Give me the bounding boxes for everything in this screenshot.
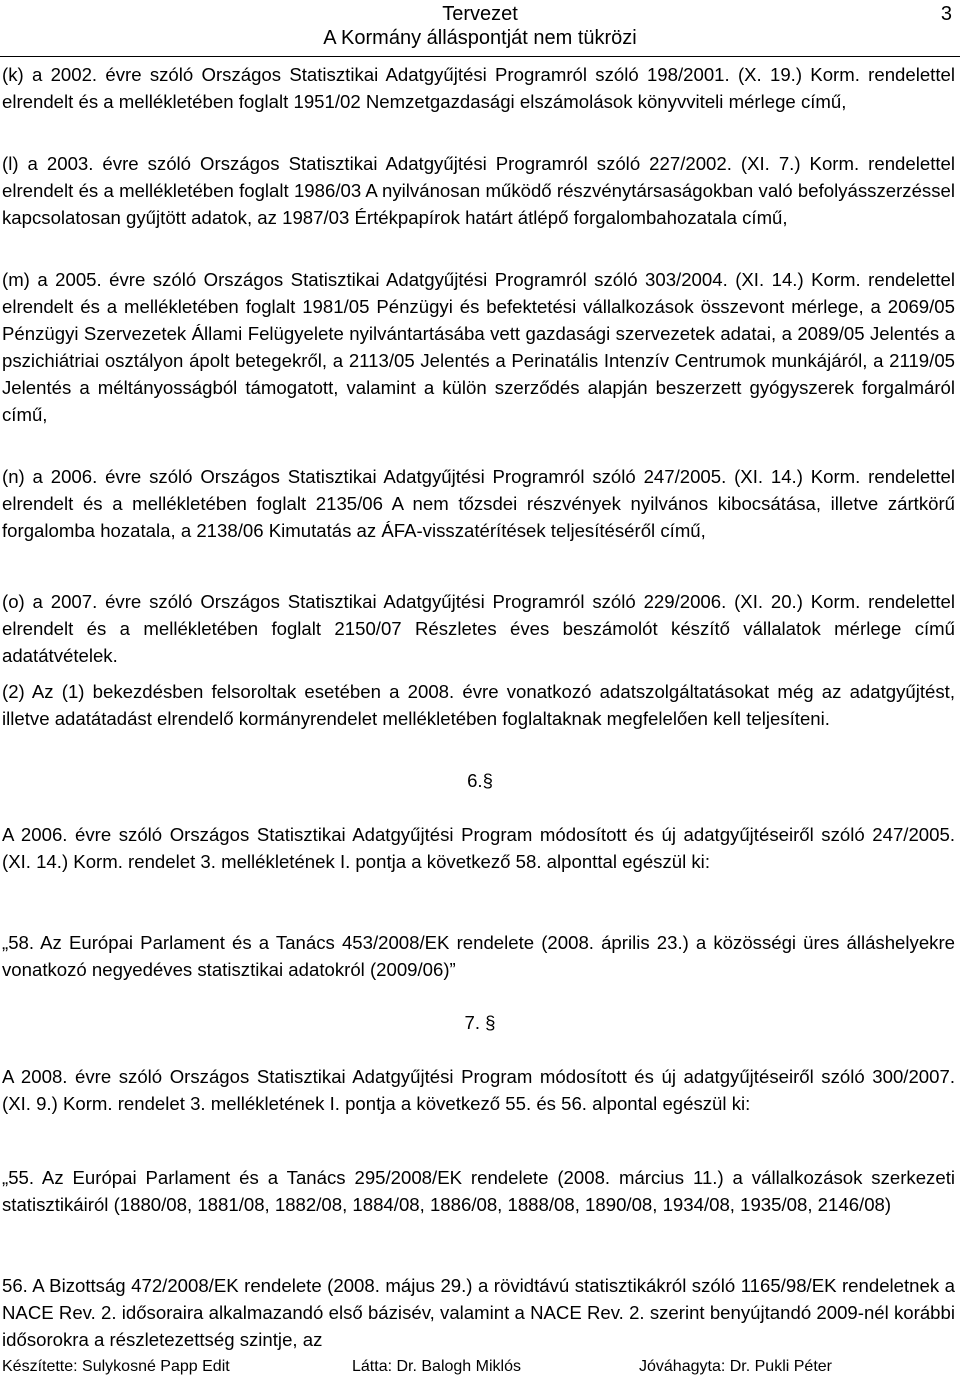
- section-6-intro: A 2006. évre szóló Országos Statisztikai Adatgyűjtési Program módosított és új adatgyűjtéseiről szóló 247/2005. (XI. 14.) Korm. rendelet 3. mellékletének I. pontja a következő 58. alponttal egészül ki:: [2, 824, 955, 872]
- paragraph-2: (2) Az (1) bekezdésben felsoroltak esetében a 2008. évre vonatkozó adatszolgáltatásokat még az adatgyűjtést, illetve adatátadást elrendelő kormányrendelet mellékletében foglaltaknak megfelelően kell teljesíteni.: [2, 681, 955, 729]
- footer-seen-by: Látta: Dr. Balogh Miklós: [352, 1358, 521, 1375]
- header-rule: [0, 56, 960, 57]
- paragraph-o: (o) a 2007. évre szóló Országos Statisztikai Adatgyűjtési Programról szóló 229/2006. (XI. 20.) Korm. rendelettel elrendelt és a mellékletében foglalt 2150/07 Részletes éves beszámolót készítő vállalatok mérlege című adatátvételek.: [2, 591, 955, 666]
- footer-approved-by: Jóváhagyta: Dr. Pukli Péter: [639, 1358, 832, 1375]
- paragraph-m: (m) a 2005. évre szóló Országos Statisztikai Adatgyűjtési Programról szóló 303/2004. (XI. 14.) Korm. rendelettel elrendelt és a mellékletében foglalt 1981/05 Pénzügyi és befektetési vállalkozások összevont mérlege, a 2069/05 Pénzügyi Szervezetek Állami Felügyelete nyilvántartásába vett gazdasági szervezetek adatai, a 2089/05 Jelentés a pszichiátriai osztályon ápolt betegekről, a 2113/05 Jelentés a Perinatális Intenzív Centrumok munkájáról, a 2119/05 Jelentés a méltányosságból támogatott, valamint a külön szerződés alapján beszerzett gyógyszerek forgalmáról című,: [2, 269, 955, 425]
- section-6-heading: 6.§: [467, 770, 493, 791]
- paragraph-l: (l) a 2003. évre szóló Országos Statisztikai Adatgyűjtési Programról szóló 227/2002. (XI. 7.) Korm. rendelettel elrendelt és a mellékletében foglalt 1986/03 A nyilvánosan működő részvénytársaságokban való befolyásszerzéssel kapcsolatosan gyűjtött adatok, az 1987/03 Értékpapírok határt átlépő forgalombahozatala című,: [2, 153, 955, 228]
- section-6-item-58: „58. Az Európai Parlament és a Tanács 453/2008/EK rendelete (2008. április 23.) a közösségi üres álláshelyekre vonatkozó negyedéves statisztikai adatokról (2009/06)”: [2, 932, 955, 980]
- page-footer: [2, 1356, 958, 1378]
- section-7-heading: 7. §: [464, 1012, 496, 1033]
- section-7-intro: A 2008. évre szóló Országos Statisztikai Adatgyűjtési Program módosított és új adatgyűjtéseiről szóló 300/2007. (XI. 9.) Korm. rendelet 3. mellékletének I. pontja a következő 55. és 56. alpontal egészül ki:: [2, 1066, 955, 1114]
- header-title: Tervezet: [442, 3, 518, 25]
- section-7-item-56: 56. A Bizottság 472/2008/EK rendelete (2008. május 29.) a rövidtávú statisztikákról szóló 1165/98/EK rendeletnek a NACE Rev. 2. idősoraira alkalmazandó első bázisév, valamint a NACE Rev. 2. szerint benyújtandó 2009-nél korábbi idősorokra a részletezettség szintje, az: [2, 1275, 955, 1350]
- page-number: 3: [940, 3, 952, 25]
- paragraph-k: (k) a 2002. évre szóló Országos Statisztikai Adatgyűjtési Programról szóló 198/2001. (X. 19.) Korm. rendelettel elrendelt és a mellékletében foglalt 1951/02 Nemzetgazdasági elszámolások könyvviteli mérlege című,: [2, 64, 955, 112]
- paragraph-n: (n) a 2006. évre szóló Országos Statisztikai Adatgyűjtési Programról szóló 247/2005. (XI. 14.) Korm. rendelettel elrendelt és a mellékletében foglalt 2135/06 A nem tőzsdei részvények nyilvános kibocsátása, illetve zártkörű forgalomba hozatala, a 2138/06 Kimutatás az ÁFA-visszatérítések teljesítéséről című,: [2, 466, 955, 541]
- section-7-item-55: „55. Az Európai Parlament és a Tanács 295/2008/EK rendelete (2008. március 11.) a vállalkozások szerkezeti statisztikáiról (1880/08, 1881/08, 1882/08, 1884/08, 1886/08, 1888/08, 1890/08, 1934/08, 1935/08, 2146/08): [2, 1167, 955, 1215]
- footer-prepared-by: Készítette: Sulykosné Papp Edit: [2, 1358, 230, 1375]
- header-subtitle: A Kormány álláspontját nem tükrözi: [323, 27, 637, 49]
